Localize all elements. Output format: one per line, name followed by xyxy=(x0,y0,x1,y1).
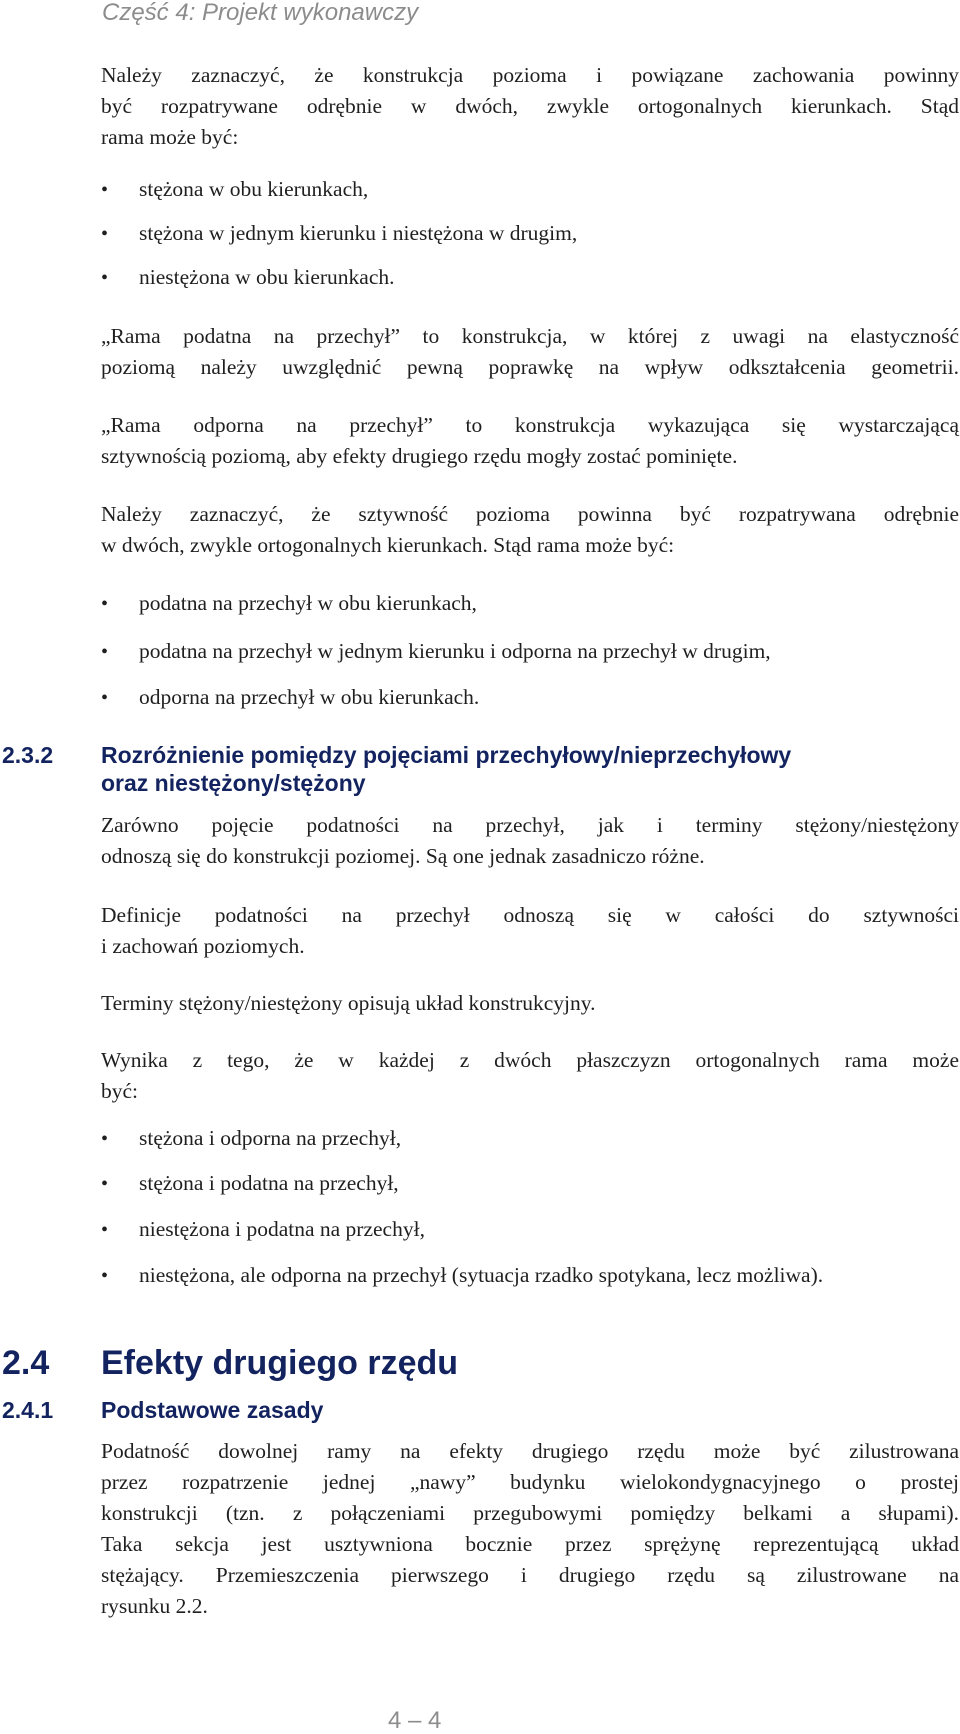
text-line: sztywnością poziomą, aby efekty drugiego rzędu mogły zostać pominięte. xyxy=(101,444,738,468)
text-line: w dwóch, zwykle ortogonalnych kierunkach. Stąd rama może być: xyxy=(101,533,675,557)
section-title: Podstawowe zasady xyxy=(101,1397,324,1423)
text-line: stężający. Przemieszczenia pierwszego i drugiego rzędu są zilustrowane na xyxy=(101,1563,959,1587)
text-line: Taka sekcja jest usztywniona bocznie przez sprężynę reprezentującą układ xyxy=(101,1532,959,1556)
text-line: być: xyxy=(101,1079,139,1103)
text-line: „Rama odporna na przechył” to konstrukcja wykazująca się wystarczającą xyxy=(101,413,959,437)
bullet-icon: • xyxy=(101,179,109,201)
list-item xyxy=(101,218,959,250)
bullet-icon: • xyxy=(101,641,109,663)
text-line: Zarówno pojęcie podatności na przechył, jak i terminy stężony/niestężony xyxy=(101,813,959,837)
list-item-text: odporna na przechył w obu kierunkach. xyxy=(139,685,480,709)
section-number: 2.3.2 xyxy=(2,742,54,768)
bullet-icon: • xyxy=(101,1173,109,1195)
list-item-text: stężona i podatna na przechył, xyxy=(139,1171,399,1195)
list-item xyxy=(101,636,959,668)
list-item xyxy=(101,174,959,206)
list-item-text: niestężona w obu kierunkach. xyxy=(139,265,395,289)
text-line: Definicje podatności na przechył odnoszą się w całości do sztywności xyxy=(101,903,959,927)
bullet-icon: • xyxy=(101,1265,109,1287)
text-line: być rozpatrywane odrębnie w dwóch, zwykle ortogonalnych kierunkach. Stąd xyxy=(101,94,959,118)
list-item xyxy=(101,1123,959,1155)
list-item-text: stężona w obu kierunkach, xyxy=(139,177,369,201)
text-line: rama może być: xyxy=(101,125,239,149)
section-title: Efekty drugiego rzędu xyxy=(101,1344,459,1382)
list-item-text: stężona w jednym kierunku i niestężona w drugim, xyxy=(139,221,578,245)
chapter-header: Część 4: Projekt wykonawczy xyxy=(102,0,419,26)
page-number: 4 – 4 xyxy=(388,1707,442,1734)
paragraph-terms: Terminy stężony/niestężony opisują układ konstrukcyjny. xyxy=(101,991,596,1015)
list-item-text: niestężona i podatna na przechył, xyxy=(139,1217,425,1241)
text-line: rysunku 2.2. xyxy=(101,1594,208,1618)
bullet-icon: • xyxy=(101,593,109,615)
list-item-text: podatna na przechył w jednym kierunku i odporna na przechył w drugim, xyxy=(139,639,771,663)
text-line: Należy zaznaczyć, że konstrukcja pozioma i powiązane zachowania powinny xyxy=(101,63,959,87)
section-title: Rozróżnienie pomiędzy pojęciami przechyłowy/nieprzechyłowy xyxy=(101,742,792,768)
bullet-icon: • xyxy=(101,223,109,245)
text-line: „Rama podatna na przechył” to konstrukcja, w której z uwagi na elastyczność xyxy=(101,324,959,348)
list-item-text: stężona i odporna na przechył, xyxy=(139,1126,402,1150)
text-line: i zachowań poziomych. xyxy=(101,934,305,958)
text-line: poziomą należy uwzględnić pewną poprawkę na wpływ odkształcenia geometrii. xyxy=(101,355,959,379)
list-item xyxy=(101,1260,959,1292)
section-number: 2.4.1 xyxy=(2,1397,54,1423)
text-line: odnoszą się do konstrukcji poziomej. Są one jednak zasadniczo różne. xyxy=(101,844,705,868)
bullet-icon: • xyxy=(101,1219,109,1241)
list-item xyxy=(101,682,959,714)
list-item xyxy=(101,1168,959,1200)
list-item xyxy=(101,588,959,620)
list-item xyxy=(101,1214,959,1246)
section-number: 2.4 xyxy=(2,1344,50,1382)
text-line: Podatność dowolnej ramy na efekty drugiego rzędu może być zilustrowana xyxy=(101,1439,959,1463)
bullet-icon: • xyxy=(101,1128,109,1150)
text-line: Wynika z tego, że w każdej z dwóch płaszczyzn ortogonalnych rama może xyxy=(101,1048,959,1072)
bullet-icon: • xyxy=(101,687,109,709)
list-item-text: podatna na przechył w obu kierunkach, xyxy=(139,591,477,615)
text-line: konstrukcji (tzn. z połączeniami przegubowymi pomiędzy belkami a słupami). xyxy=(101,1501,959,1525)
text-line: Należy zaznaczyć, że sztywność pozioma powinna być rozpatrywana odrębnie xyxy=(101,502,959,526)
bullet-icon: • xyxy=(101,267,109,289)
text-line: przez rozpatrzenie jednej „nawy” budynku wielokondygnacyjnego o prostej xyxy=(101,1470,959,1494)
list-item xyxy=(101,262,959,294)
section-title-continued: oraz niestężony/stężony xyxy=(101,770,366,796)
list-item-text: niestężona, ale odporna na przechył (sytuacja rzadko spotykana, lecz możliwa). xyxy=(139,1263,824,1287)
